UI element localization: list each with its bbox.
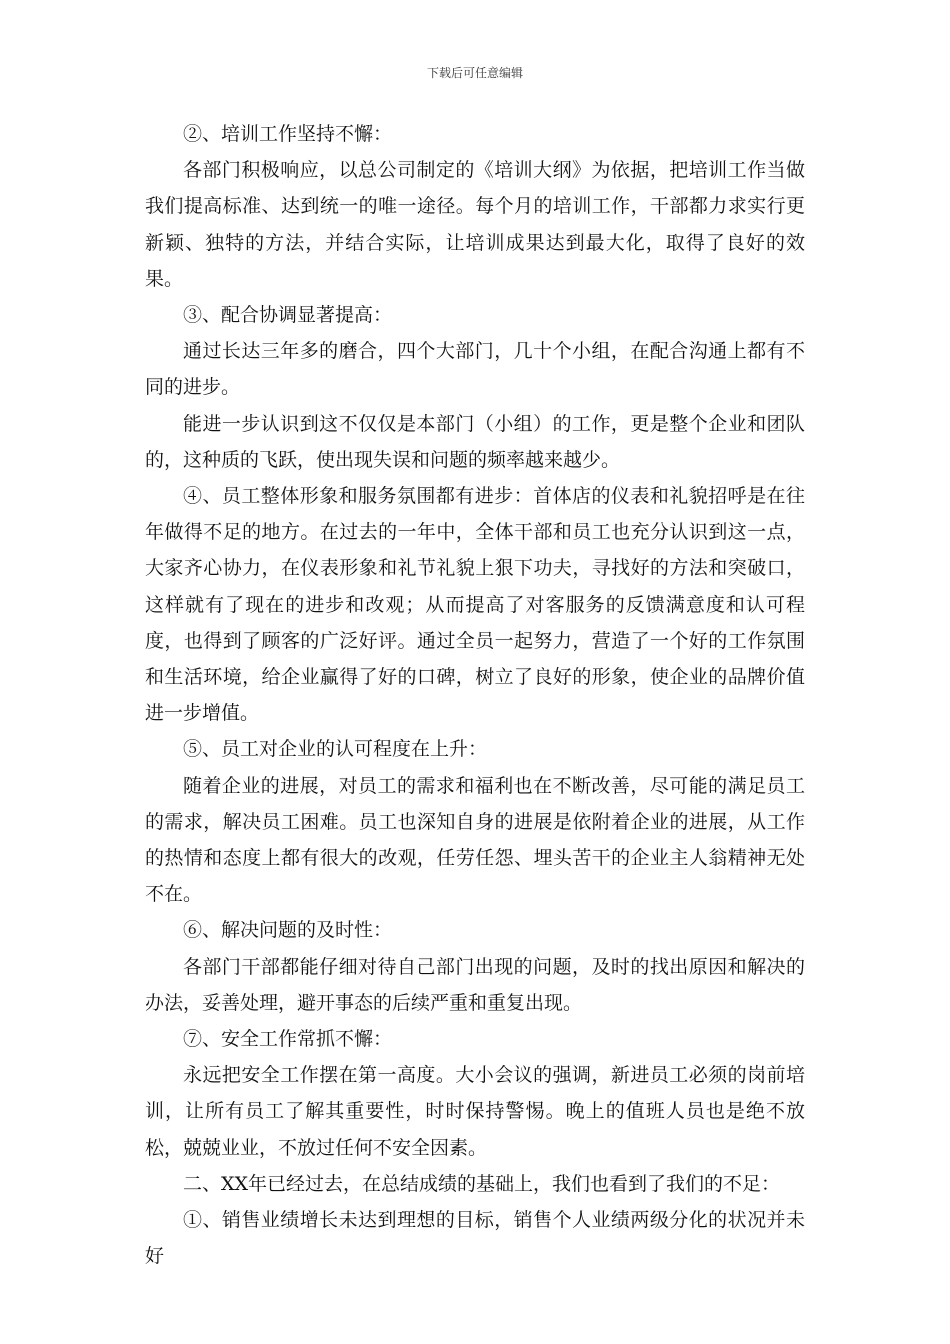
paragraph-coordination-heading: ③、配合协调显著提高： xyxy=(183,304,393,327)
paragraph-training-heading: ②、培训工作坚持不懈： xyxy=(183,123,393,145)
paragraph-coordination-body: 通过长达三年多的磨合，四个大部门，几十个小组，在配合沟通上都有不同的进步。 xyxy=(145,340,805,399)
paragraph-recognition-body: 随着企业的进展，对员工的需求和福利也在不断改善，尽可能的满足员工的需求，解决员工困难。员工也深知自身的进展是依附着企业的进展，从工作的热情和态度上都有很大的改观，任劳任怨、埋头苦干的企业主人翁精神无处不在。 xyxy=(145,774,805,906)
paragraph-training-body: 各部门积极响应，以总公司制定的《培训大纲》为依据，把培训工作当做我们提高标准、达到统一的唯一途径。每个月的培训工作，干部都力求实行更新颖、独特的方法，并结合实际，让培训成果达到最大化，取得了良好的效果。 xyxy=(145,159,805,290)
paragraph-shortcomings-heading: 二、XX年已经过去，在总结成绩的基础上，我们也看到了我们的不足： xyxy=(183,1172,781,1195)
paragraph-timeliness-body: 各部门干部都能仔细对待自己部门出现的问题，及时的找出原因和解决的办法，妥善处理，避开事态的后续严重和重复出现。 xyxy=(145,955,805,1014)
paragraph-coordination-body-2: 能进一步认识到这不仅仅是本部门（小组）的工作，更是整个企业和团队的，这种质的飞跃，使出现失误和问题的频率越来越少。 xyxy=(145,412,805,471)
paragraph-safety-body: 永远把安全工作摆在第一高度。大小会议的强调，新进员工必须的岗前培训，让所有员工了解其重要性，时时保持警惕。晚上的值班人员也是绝不放松，兢兢业业，不放过任何不安全因素。 xyxy=(145,1064,805,1159)
paragraph-timeliness-heading: ⑥、解决问题的及时性： xyxy=(183,919,393,942)
paragraph-image-service: ④、员工整体形象和服务氛围都有进步：首体店的仪表和礼貌招呼是在往年做得不足的地方。在过去的一年中，全体干部和员工也充分认识到这一点，大家齐心协力，在仪表形象和礼节礼貌上狠下功夫，寻找好的方法和突破口，这样就有了现在的进步和改观；从而提高了对客服务的反馈满意度和认可程度，也得到了顾客的广泛好评。通过全员一起努力，营造了一个好的工作氛围和生活环境，给企业赢得了好的口碑，树立了良好的形象，使企业的品牌价值进一步增值。 xyxy=(145,485,805,725)
document-body xyxy=(145,116,805,1275)
paragraph-sales-shortcoming: ①、销售业绩增长未达到理想的目标，销售个人业绩两级分化的状况并未好 xyxy=(145,1209,805,1268)
paragraph-recognition-heading: ⑤、员工对企业的认可程度在上升： xyxy=(183,738,488,761)
page-header: 下载后可任意编辑 xyxy=(426,66,523,80)
paragraph-safety-heading: ⑦、安全工作常抓不懈： xyxy=(183,1028,393,1051)
